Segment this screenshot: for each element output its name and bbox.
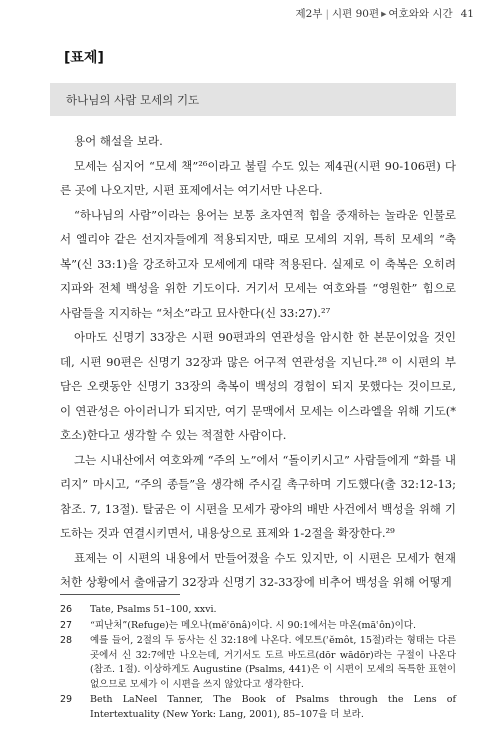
footnote-number: 27: [60, 619, 73, 631]
footnote-text: 예를 들어, 2절의 두 동사는 신 32:18에 나온다. 에모트(ʾĕmôt, 15절)라는 형태는 다른 곳에서 신 32:7에만 나오는데, 거기서도 도르 바도르(dōr wādōr)라는 구절이 나온다(참조. 1절). 이상하게도 Augustine (Psalms, 441)은 이 시편이 모세의 독특한 표현이 없으므로 모세가 이 시편을 쓰지 않았다고 생각한다.: [90, 635, 456, 690]
footnotes: [60, 594, 456, 723]
footnote-number: 26: [60, 604, 73, 615]
paragraph: 용어 해설을 보라.: [74, 134, 163, 148]
running-header: [295, 6, 474, 21]
footnote-number: 28: [60, 635, 73, 646]
body-text: [60, 129, 456, 595]
footnote-text: “피난처”(Refuge)는 메오나(mĕʿōnâ)이다. 시 90:1에서는 마온(māʿôn)이다.: [90, 619, 417, 631]
header-part: 제2부: [295, 8, 323, 20]
footnote: [60, 634, 456, 692]
triangle-right-icon: ▸: [381, 8, 387, 20]
paragraph: 표제는 이 시편의 내용에서 만들어졌을 수도 있지만, 이 시편은 모세가 현재 처한 상황에서 출애굽기 32장과 신명기 32-33장에 비추어 백성을 위해 어떻게: [60, 550, 456, 589]
paragraph: 모세는 심지어 “모세 책”²⁶이라고 불릴 수도 있는 제4권(시편 90-106편) 다른 곳에 나오지만, 시편 표제에서는 여기서만 나온다.: [60, 158, 456, 197]
paragraph: 아마도 신명기 33장은 시편 90편과의 연관성을 암시한 한 본문이었을 것인데, 시편 90편은 신명기 32장과 많은 어구적 연관성을 지닌다.²⁸ 이 시편의 부담은 오랫동안 신명기 33장의 축복이 백성의 경험이 되지 못했다는 것이므로, 이 연관성은 아이러니가 되지만, 여기 문맥에서 모세는 이스라엘을 위해 기도(*호소)한다고 생각할 수 있는 적절한 사람이다.: [60, 330, 456, 442]
footnote: [60, 693, 456, 722]
header-topic: 여호와와 시간: [388, 8, 453, 20]
footnote: [60, 619, 456, 634]
title-box-text: 하나님의 사람 모세의 기도: [66, 93, 200, 107]
section-title: [표제]: [64, 50, 104, 66]
title-box: [50, 83, 456, 116]
paragraph: “하나님의 사람”이라는 용어는 보통 초자연적 힘을 중재하는 놀라운 인물로서 엘리야 같은 선지자들에게 적용되지만, 때로 모세의 지위, 특히 모세의 “축복”(신 33:1)을 강조하고자 모세에게 대략 적용된다. 실제로 이 축복은 오히려 지파와 전체 백성을 위한 기도이다. 거기서 모세는 여호와를 “영원한” 힘으로 사람들을 지지하는 “처소”라고 묘사한다(신 33:27).²⁷: [60, 207, 456, 320]
paragraph: 그는 시내산에서 여호와께 “주의 노”에서 “돌이키시고” 사람들에게 “화를 내리지” 마시고, “주의 종들”을 생각해 주시길 촉구하며 기도했다(출 32:12-13; 참조. 7, 13절). 탈굼은 이 시편을 모세가 광야의 배반 사건에서 백성을 위해 기도하는 것과 연결시키면서, 내용상으로 표제와 1-2절을 확장한다.²⁹: [60, 452, 456, 540]
footnote: [60, 603, 456, 618]
footnote-text: Beth LaNeel Tanner, The Book of Psalms through the Lens of Intertextuality (New York: Lang, 2001), 85–107을 더 보라.: [90, 694, 456, 720]
header-psalm: 시편 90편: [332, 8, 380, 20]
footnote-divider: [60, 594, 180, 595]
header-separator: |: [325, 8, 329, 20]
footnote-text: Tate, Psalms 51–100, xxvi.: [90, 604, 217, 615]
page-number: 41: [460, 8, 474, 20]
footnote-number: 29: [60, 694, 73, 705]
